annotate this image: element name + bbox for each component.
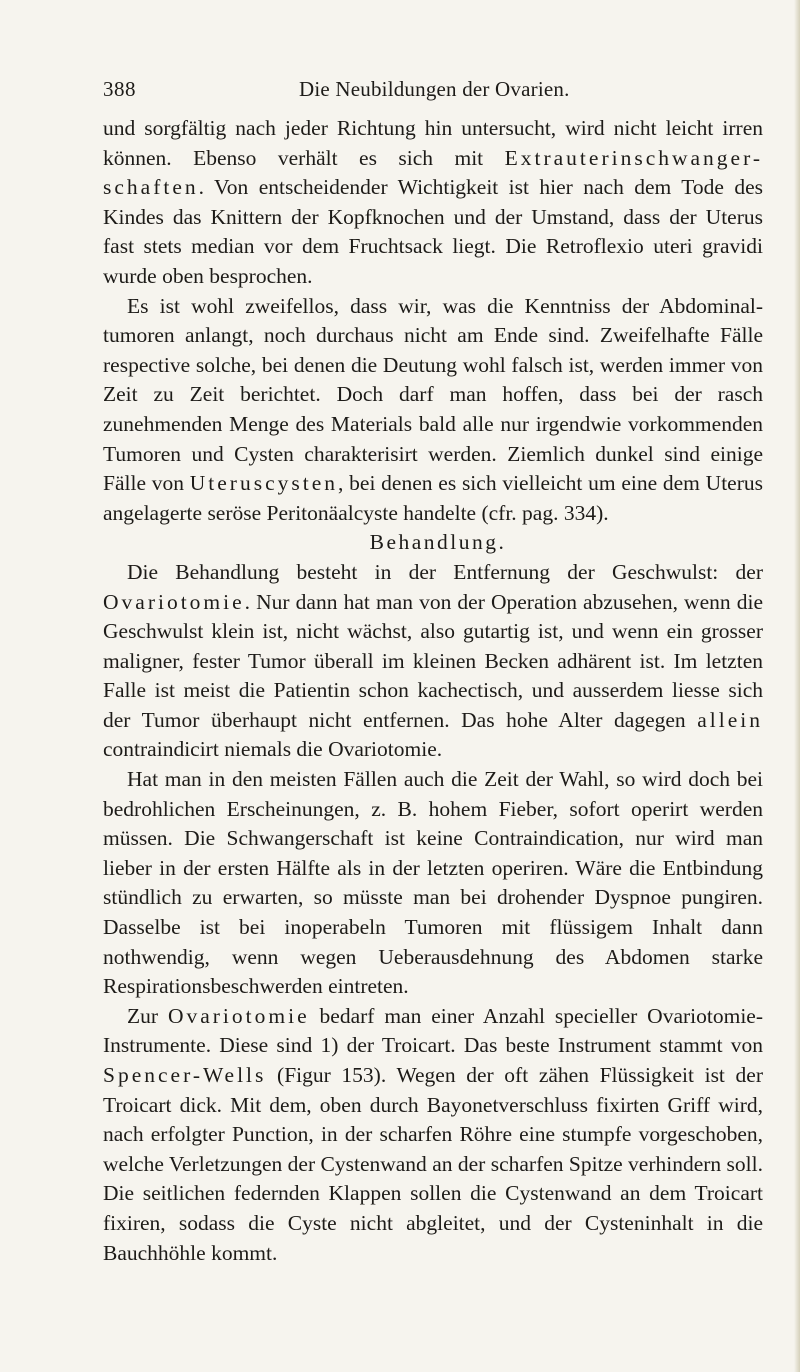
emphasis-uteruscysten: Uteruscysten xyxy=(189,471,339,496)
paragraph-2: Es ist wohl zweifellos, dass wir, was die Kenntniss der Abdominal-tumoren anlangt, noch durchaus nicht am Ende sind. Zweifelhafte Fälle respective solche, bei denen die Deutung wohl falsch ist, werden immer von Zeit zu Zeit berichtet. Doch darf man hoffen, dass bei der rasch zunehmenden Menge des Materials bald alle nur irgendwie vorkommenden Tumoren und Cysten charakterisirt werden. Ziemlich dunkel sind einige Fälle von Uteruscysten, bei denen es sich vielleicht um eine dem Uterus angelagerte seröse Peritonäalcyste handelte (cfr. pag. 334). xyxy=(103,293,763,525)
paragraph-5: Zur Ovariotomie bedarf man einer Anzahl specieller Ovariotomie-Instrumente. Diese sind 1) der Troicart. Das beste Instrument stammt von Spencer-Wells (Figur 153). Wegen der oft zähen Flüssigkeit ist der Troicart dick. Mit dem, oben durch Bayonetverschluss fixirten Griff wird, nach erfolgter Punction, in der scharfen Röhre eine stumpfe vorgeschoben, welche Verletzungen der Cystenwand an der scharfen Spitze verhindern soll. Die seitlichen federnden Klappen sollen die Cystenwand an dem Troicart fixiren, sodass die Cyste nicht abgleitet, und der Cysteninhalt in die Bauchhöhle kommt. xyxy=(103,1003,764,1265)
body-text xyxy=(103,114,763,1268)
emphasis-ovariotomie: Ovariotomie xyxy=(103,589,245,614)
page-number: 388 xyxy=(103,77,136,101)
running-title: Die Neubildungen der Ovarien. xyxy=(299,77,570,101)
page-header xyxy=(103,77,763,107)
emphasis-spencer-wells: Spencer-Wells xyxy=(103,1063,267,1087)
paragraph-4: Hat man in den meisten Fällen auch die Zeit der Wahl, so wird doch bei bedrohlichen Erscheinungen, z. B. hohem Fieber, sofort operirt werden müssen. Die Schwangerschaft ist keine Contraindication, nur wird man lieber in der ersten Hälfte als in der letzten operiren. Wäre die Entbindung stündlich zu erwarten, so müsste man bei drohender Dyspnoe pungiren. Dasselbe ist bei inoperabeln Tumoren mit flüssigem Inhalt dann nothwendig, wenn wegen Ueberausdehnung des Abdomen starke Respirationsbeschwerden eintreten. xyxy=(103,767,763,999)
section-heading: Behandlung. xyxy=(369,530,507,555)
emphasis-allein: allein xyxy=(697,707,763,732)
page-edge-shadow xyxy=(794,0,800,1372)
paragraph-1: und sorgfältig nach jeder Richtung hin untersucht, wird nicht leicht irren können. Ebenso verhält es sich mit Extrauterinschwanger-schaften. Von entscheidender Wichtigkeit ist hier nach dem Tode des Kindes das Knittern der Kopfknochen und der Umstand, dass der Uterus fast stets median vor dem Fruchtsack liegt. Die Retroflexio uteri gravidi wurde oben besprochen. xyxy=(103,116,763,288)
emphasis-extrauterinschwangerschaften: Extrauterinschwanger-schaften xyxy=(103,145,763,200)
emphasis-ovariotomie-2: Ovariotomie xyxy=(167,1003,310,1028)
paragraph-3: Die Behandlung besteht in der Entfernung der Geschwulst: der Ovariotomie. Nur dann hat man von der Operation abzusehen, wenn die Geschwulst klein ist, nicht wächst, also gutartig ist, und wenn ein grosser maligner, fester Tumor überall im kleinen Becken adhärent ist. Im letzten Falle ist meist die Patientin schon kachectisch, und ausserdem liesse sich der Tumor überhaupt nicht entfernen. Das hohe Alter dagegen allein contraindicirt niemals die Ovariotomie. xyxy=(103,559,763,762)
